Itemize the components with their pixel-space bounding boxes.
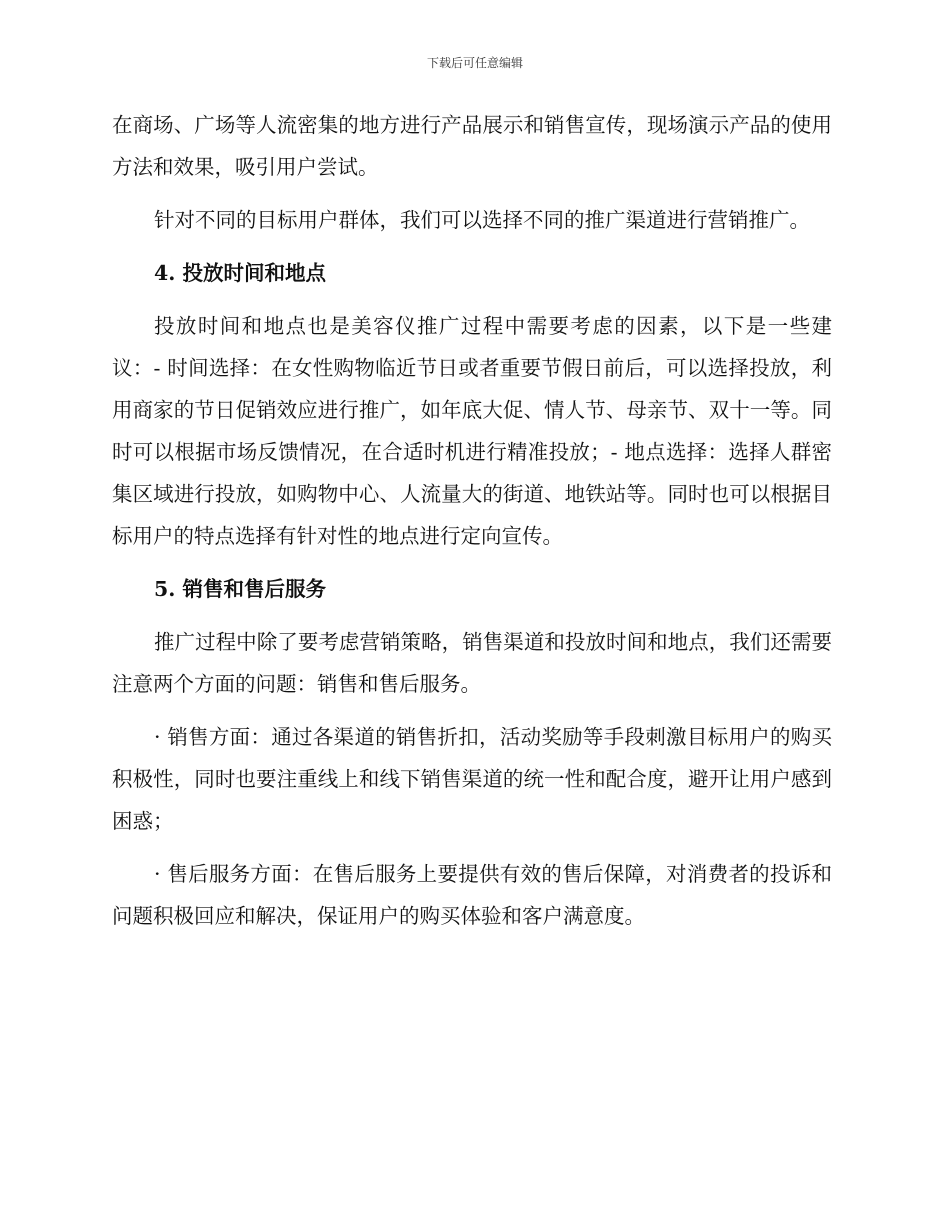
page-header: 下载后可任意编辑: [426, 56, 523, 70]
document-body: [112, 104, 832, 948]
paragraph-sales-intro: 推广过程中除了要考虑营销策略，销售渠道和投放时间和地点，我们还需要注意两个方面的问题：销售和售后服务。: [112, 630, 832, 696]
paragraph-promotion-display: 在商场、广场等人流密集的地方进行产品展示和销售宣传，现场演示产品的使用方法和效果，吸引用户尝试。: [112, 113, 832, 179]
section-heading-timing-location: 4. 投放时间和地点: [154, 261, 327, 285]
paragraph-timing-location: 投放时间和地点也是美容仪推广过程中需要考虑的因素，以下是一些建议：- 时间选择：在女性购物临近节日或者重要节假日前后，可以选择投放，利用商家的节日促销效应进行推广，如年底大促、情人节、母亲节、双十一等。同时可以根据市场反馈情况，在合适时机进行精准投放；- 地点选择：选择人群密集区域进行投放，如购物中心、人流量大的街道、地铁站等。同时也可以根据目标用户的特点选择有针对性的地点进行定向宣传。: [112, 314, 832, 548]
paragraph-after-sales-aspect: · 售后服务方面：在售后服务上要提供有效的售后保障，对消费者的投诉和问题积极回应和解决，保证用户的购买体验和客户满意度。: [112, 862, 832, 928]
section-heading-sales-service: 5. 销售和售后服务: [154, 577, 327, 601]
paragraph-sales-aspect: · 销售方面：通过各渠道的销售折扣，活动奖励等手段刺激目标用户的购买积极性，同时也要注重线上和线下销售渠道的统一性和配合度，避开让用户感到困惑；: [112, 725, 832, 833]
paragraph-channel-selection: 针对不同的目标用户群体，我们可以选择不同的推广渠道进行营销推广。: [154, 208, 810, 232]
